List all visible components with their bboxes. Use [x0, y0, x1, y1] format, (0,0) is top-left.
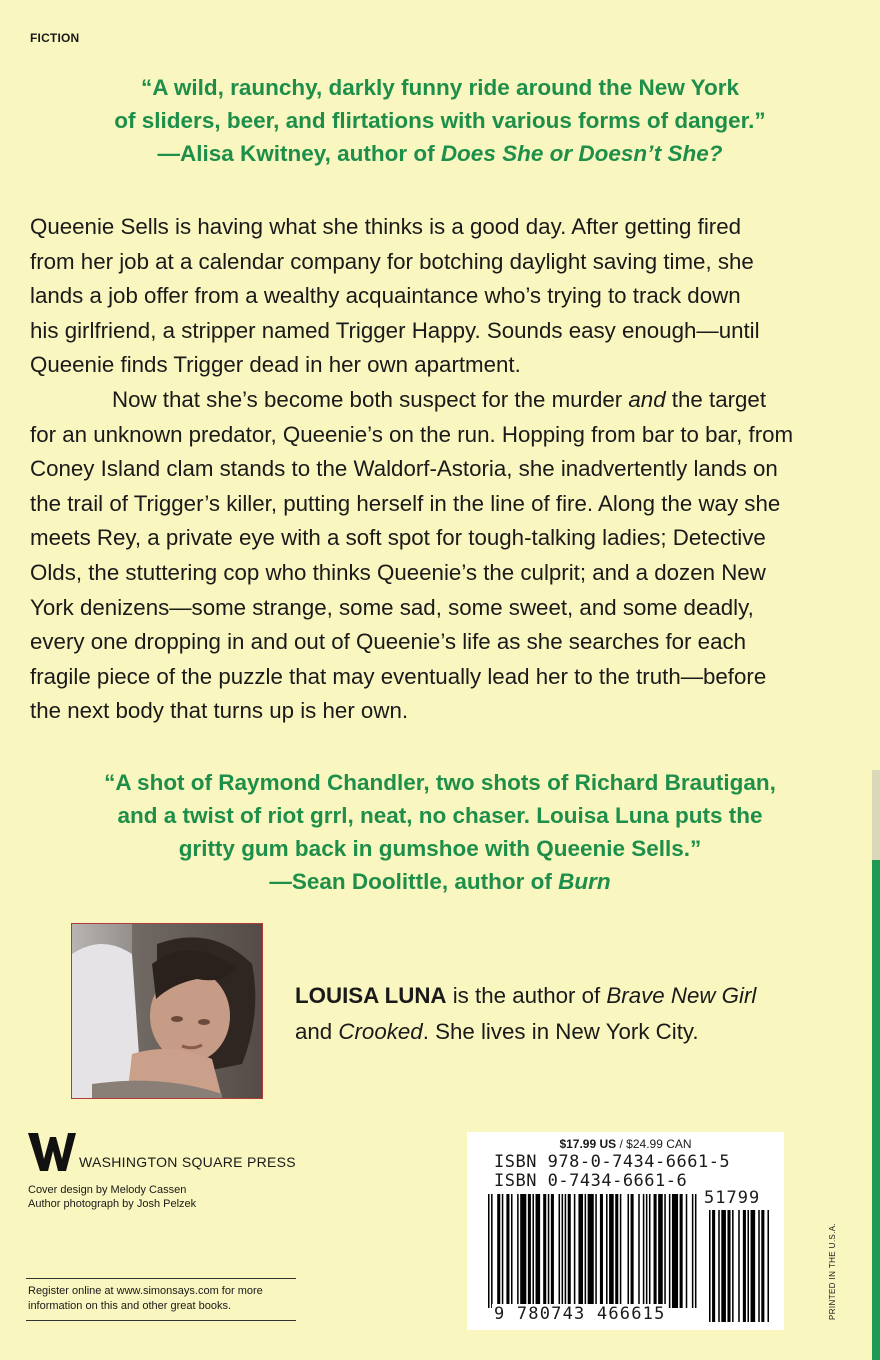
- synopsis-line: from her job at a calendar company for botching daylight saving time, she: [30, 248, 754, 274]
- top-blurb-attribution: [40, 137, 840, 170]
- barcode-bar: [664, 1194, 666, 1308]
- barcode-bar: [727, 1210, 730, 1322]
- top-blurb-line: of sliders, beer, and flirtations with various forms of danger.”: [114, 108, 766, 133]
- barcode-panel: [467, 1132, 784, 1330]
- barcode-bar: [709, 1210, 711, 1322]
- barcode-bar: [574, 1194, 576, 1308]
- barcode-bar: [517, 1194, 519, 1308]
- barcode-bar: [491, 1194, 493, 1308]
- author-photo: [71, 923, 263, 1099]
- synopsis-line: for an unknown predator, Queenie’s on the run. Hopping from bar to bar, from: [30, 421, 794, 447]
- top-blurb: [40, 71, 840, 170]
- barcode-bar: [565, 1194, 567, 1308]
- barcode-bar: [595, 1194, 597, 1308]
- synopsis-line: Queenie finds Trigger dead in her own apartment.: [30, 352, 521, 378]
- attribution-text: —Alisa Kwitney, author of: [157, 141, 441, 166]
- barcode-bar: [672, 1194, 678, 1308]
- synopsis-line: Olds, the stuttering cop who thinks Queenie’s the culprit; and a dozen New: [30, 559, 766, 585]
- barcode-bar: [506, 1194, 509, 1308]
- barcode-bar: [638, 1194, 640, 1308]
- barcode-bar: [543, 1194, 546, 1308]
- genre-label: FICTION: [30, 31, 80, 45]
- author-bio: [295, 978, 756, 1050]
- barcode-bar: [585, 1194, 587, 1308]
- author-photo-image: [72, 924, 262, 1098]
- barcode-bar: [532, 1194, 534, 1308]
- barcode-bar: [646, 1194, 648, 1308]
- author-name: LOUISA LUNA: [295, 983, 447, 1008]
- barcode-bar: [551, 1194, 554, 1308]
- barcode-bar: [680, 1194, 683, 1308]
- barcode-bar: [738, 1210, 740, 1322]
- barcode-bar: [620, 1194, 622, 1308]
- barcode-bar: [568, 1194, 571, 1308]
- barcode-bar: [502, 1194, 504, 1308]
- synopsis-line: the trail of Trigger’s killer, putting herself in the line of fire. Along the way she: [30, 490, 781, 516]
- synopsis-line: meets Rey, a private eye with a soft spot for tough-talking ladies; Detective: [30, 525, 766, 551]
- top-blurb-line: “A wild, raunchy, darkly funny ride around the New York: [140, 75, 740, 100]
- addon-barcode: [709, 1210, 769, 1322]
- synopsis-text: Now that she’s become both suspect for the murder: [112, 386, 629, 412]
- barcode-bar: [654, 1194, 657, 1308]
- barcode-bar: [692, 1194, 694, 1308]
- barcode-bar: [497, 1194, 500, 1308]
- barcode-bar: [511, 1194, 513, 1308]
- bottom-blurb-line: gritty gum back in gumshoe with Queenie Sells.”: [178, 836, 702, 861]
- book-title-brave-new-girl: Brave New Girl: [606, 983, 757, 1008]
- barcode-bar: [643, 1194, 645, 1308]
- author-bio-line: [295, 1014, 756, 1050]
- book-title-crooked: Crooked: [338, 1019, 423, 1044]
- barcode-bar: [520, 1194, 526, 1308]
- barcode-bar: [562, 1194, 564, 1308]
- bottom-blurb: [40, 766, 840, 898]
- barcode-bar: [758, 1210, 760, 1322]
- barcode-bar: [718, 1210, 720, 1322]
- barcode-bar: [488, 1194, 490, 1308]
- register-notice: [28, 1284, 263, 1314]
- synopsis-line: Queenie Sells is having what she thinks is a good day. After getting fired: [30, 214, 742, 239]
- barcode-bar: [747, 1210, 749, 1322]
- barcode-bar: [627, 1194, 629, 1308]
- barcode-bar: [686, 1194, 688, 1308]
- price-label: [467, 1137, 784, 1151]
- barcode-bar: [767, 1210, 769, 1322]
- register-divider-bottom: [26, 1320, 296, 1321]
- barcode-bar: [615, 1194, 618, 1308]
- price-us: $17.99 US: [559, 1137, 617, 1151]
- barcode-bar: [600, 1194, 603, 1308]
- barcode-bar: [559, 1194, 561, 1308]
- barcode-bar: [669, 1194, 671, 1308]
- barcode-bar: [743, 1210, 746, 1322]
- barcode-bar: [578, 1194, 583, 1308]
- synopsis-line: Coney Island clam stands to the Waldorf-Astoria, she inadvertently lands on: [30, 456, 778, 482]
- barcode-bar: [695, 1194, 697, 1308]
- ean-digits: 9 780743 466615: [494, 1304, 666, 1324]
- barcode-bar: [721, 1210, 726, 1322]
- register-line: Register online at www.simonsays.com for more: [28, 1285, 263, 1297]
- bottom-blurb-attribution: [40, 865, 840, 898]
- synopsis-line: the next body that turns up is her own.: [30, 698, 409, 724]
- price-separator: /: [616, 1137, 627, 1151]
- barcode-bar: [658, 1194, 663, 1308]
- register-line: information on this and other great books.: [28, 1300, 232, 1312]
- synopsis-line: his girlfriend, a stripper named Trigger Happy. Sounds easy enough—until: [30, 317, 760, 343]
- synopsis: [30, 210, 860, 729]
- isbn-13-text: ISBN 978-0-7434-6661-5: [494, 1152, 731, 1172]
- bio-text: is the author of: [446, 983, 607, 1008]
- cover-design-credit: Cover design by Melody Cassen: [28, 1184, 187, 1196]
- barcode-bar: [528, 1194, 531, 1308]
- attribution-text: —Sean Doolittle, author of: [269, 869, 559, 894]
- ean-barcode: [488, 1194, 698, 1308]
- synopsis-text: the target: [665, 386, 767, 412]
- synopsis-line: lands a job offer from a wealthy acquaintance who’s trying to track down: [30, 283, 741, 309]
- attribution-book-title: Does She or Doesn’t She?: [440, 141, 723, 166]
- price-can: $24.99 CAN: [626, 1137, 692, 1151]
- washington-square-press-w-icon: [28, 1133, 76, 1171]
- barcode-bar: [609, 1194, 614, 1308]
- barcode-bar: [649, 1194, 651, 1308]
- barcode-bar: [712, 1210, 715, 1322]
- barcode-bar: [751, 1210, 756, 1322]
- isbn-10-text: ISBN 0-7434-6661-6: [494, 1171, 688, 1191]
- synopsis-emphasis: and: [628, 386, 666, 412]
- register-divider-top: [26, 1278, 296, 1279]
- bio-text: . She lives in New York City.: [422, 1019, 699, 1044]
- barcode-bar: [761, 1210, 764, 1322]
- publisher-name: WASHINGTON SQUARE PRESS: [79, 1154, 296, 1170]
- barcode-bar: [588, 1194, 594, 1308]
- synopsis-line: York denizens—some strange, some sad, some sweet, and some deadly,: [30, 594, 754, 620]
- bottom-blurb-line: and a twist of riot grrl, neat, no chaser. Louisa Luna puts the: [117, 803, 763, 828]
- synopsis-line: fragile piece of the puzzle that may eventually lead her to the truth—before: [30, 663, 767, 689]
- barcode-bar: [631, 1194, 634, 1308]
- bio-text: and: [295, 1019, 339, 1044]
- synopsis-line: every one dropping in and out of Queenie’s life as she searches for each: [30, 629, 747, 655]
- spine-edge-tint: [872, 770, 880, 860]
- barcode-bar: [548, 1194, 550, 1308]
- barcode-bar: [606, 1194, 608, 1308]
- synopsis-line: [30, 383, 860, 418]
- author-bio-line: [295, 978, 756, 1014]
- printed-in-usa: PRINTED IN THE U.S.A.: [828, 1222, 837, 1320]
- spine-edge-strip: [872, 770, 880, 1360]
- author-photo-credit: Author photograph by Josh Pelzek: [28, 1198, 197, 1210]
- price-addon-digits: 51799: [704, 1188, 761, 1208]
- attribution-book-title: Burn: [558, 869, 611, 894]
- publisher-logo: [28, 1133, 296, 1171]
- barcode-bar: [732, 1210, 734, 1322]
- cover-credits: [28, 1183, 196, 1211]
- barcode-bar: [536, 1194, 541, 1308]
- bottom-blurb-line: “A shot of Raymond Chandler, two shots of Richard Brautigan,: [104, 770, 776, 795]
